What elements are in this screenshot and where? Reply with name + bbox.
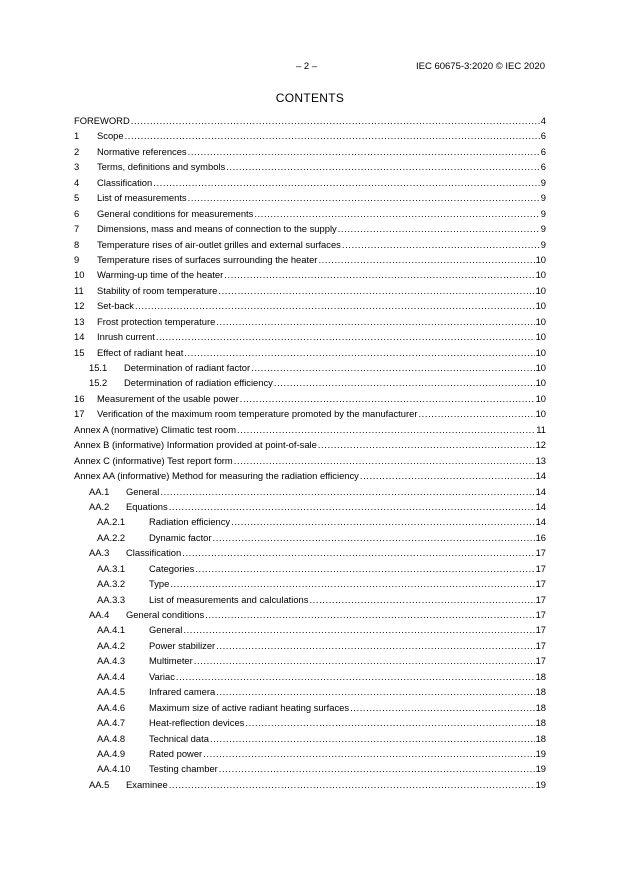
toc-entry-number: AA.4.10 [97, 763, 131, 775]
toc-entry-title: Scope [97, 130, 124, 142]
dot-leader [350, 700, 534, 715]
toc-entry-page: 19 [535, 763, 546, 775]
toc-entry-page: 9 [540, 192, 546, 204]
toc-entry-title: Inrush current [97, 331, 155, 343]
toc-entry[interactable] [74, 715, 546, 730]
toc-entry-number: AA.4.5 [97, 686, 126, 698]
toc-entry-page: 14 [535, 485, 546, 497]
dot-leader [218, 283, 534, 298]
toc-entry[interactable] [74, 761, 546, 776]
toc-entry-number: 17 [74, 408, 85, 420]
toc-entry-title: Verification of the maximum room temperature promoted by the manufacturer [97, 408, 418, 420]
toc-entry-number: AA.3.3 [97, 593, 126, 605]
toc-entry-number: AA.5 [89, 778, 110, 790]
dot-leader [237, 422, 535, 437]
toc-entry[interactable] [74, 484, 546, 499]
toc-entry-number: 12 [74, 300, 85, 312]
toc-entry-title: Technical data [149, 732, 209, 744]
dot-leader [156, 329, 535, 344]
toc-entry-number: AA.3 [89, 547, 110, 559]
toc-entry-title: Effect of radiant heat [97, 346, 184, 358]
dot-leader [338, 221, 540, 236]
toc-entry[interactable] [74, 422, 546, 437]
toc-entry[interactable] [74, 329, 546, 344]
toc-entry[interactable] [74, 144, 546, 159]
toc-entry[interactable] [74, 190, 546, 205]
dot-leader [360, 468, 535, 483]
toc-entry-title: List of measurements [97, 192, 187, 204]
toc-entry[interactable] [74, 391, 546, 406]
toc-entry-number: 10 [74, 269, 85, 281]
dot-leader [188, 190, 540, 205]
dot-leader [231, 514, 534, 529]
dot-leader [184, 345, 534, 360]
toc-entry[interactable] [74, 622, 546, 637]
dot-leader [131, 113, 540, 128]
toc-entry[interactable] [74, 237, 546, 252]
toc-entry-page: 10 [535, 253, 546, 265]
dot-leader [342, 237, 540, 252]
dot-leader [216, 684, 534, 699]
toc-entry-title: Stability of room temperature [97, 284, 218, 296]
toc-entry-page: 10 [535, 346, 546, 358]
dot-leader [226, 159, 540, 174]
toc-entry-title: Power stabilizer [149, 639, 216, 651]
toc-entry[interactable] [74, 684, 546, 699]
toc-entry-number: 3 [74, 161, 80, 173]
toc-entry-number: 9 [74, 253, 80, 265]
toc-entry-number: AA.2.1 [97, 516, 126, 528]
toc-entry-title: General [126, 485, 160, 497]
toc-entry-title: Variac [149, 670, 175, 682]
toc-entry-number: 11 [74, 284, 84, 296]
toc-entry-title: Frost protection temperature [97, 315, 216, 327]
toc-entry-page: 10 [535, 362, 546, 373]
toc-entry-title: Type [149, 578, 170, 590]
dot-leader [318, 437, 535, 452]
dot-leader [182, 545, 534, 560]
toc-entry[interactable] [74, 314, 546, 329]
toc-entry-page: 6 [540, 130, 546, 142]
table-of-contents [74, 113, 546, 792]
toc-entry[interactable] [74, 113, 546, 128]
dot-leader [213, 530, 535, 545]
toc-entry-page: 10 [535, 377, 546, 389]
toc-entry-page: 17 [535, 655, 546, 667]
page-header [0, 61, 620, 73]
toc-entry-page: 17 [535, 624, 546, 636]
toc-entry-title: Annex A (normative) Climatic test room [74, 423, 237, 435]
toc-entry-number: AA.2.2 [97, 531, 126, 543]
toc-entry-page: 17 [535, 578, 546, 590]
dot-leader [309, 592, 534, 607]
toc-entry-number: 14 [74, 331, 85, 343]
toc-entry-number: 7 [74, 223, 80, 235]
toc-entry-title: Heat-reflection devices [149, 717, 245, 729]
toc-entry[interactable] [74, 746, 546, 761]
toc-entry-title: Set-back [97, 300, 134, 312]
dot-leader [169, 499, 535, 514]
toc-entry[interactable] [74, 499, 546, 514]
toc-entry-title: Determination of radiation efficiency [124, 377, 273, 389]
dot-leader [216, 314, 534, 329]
toc-entry-number: 4 [74, 176, 80, 188]
toc-entry[interactable] [74, 221, 546, 236]
toc-entry-title: General [149, 624, 183, 636]
toc-entry-title: Dynamic factor [149, 531, 212, 543]
toc-entry-page: 6 [540, 145, 546, 157]
toc-entry[interactable] [74, 468, 546, 483]
toc-entry-page: 10 [535, 392, 546, 404]
toc-entry-title: Examinee [126, 778, 168, 790]
toc-entry-page: 13 [535, 454, 546, 466]
toc-entry[interactable] [74, 206, 546, 221]
dot-leader [234, 453, 535, 468]
toc-entry-number: 5 [74, 192, 80, 204]
toc-entry-title: Dimensions, mass and means of connection to the supply [97, 223, 337, 235]
toc-entry-page: 18 [535, 686, 546, 698]
dot-leader [251, 360, 534, 375]
toc-entry-title: Annex C (informative) Test report form [74, 454, 233, 466]
toc-entry-page: 10 [535, 300, 546, 312]
dot-leader [224, 267, 534, 282]
toc-entry-number: AA.4.2 [97, 639, 126, 651]
toc-entry-number: AA.3.1 [97, 562, 126, 574]
dot-leader [245, 715, 534, 730]
toc-entry-number: 13 [74, 315, 85, 327]
toc-entry-page: 19 [535, 747, 546, 759]
toc-entry-page: 14 [535, 500, 546, 512]
toc-entry-page: 18 [535, 732, 546, 744]
toc-entry-number: 2 [74, 145, 80, 157]
dot-leader [205, 607, 534, 622]
toc-entry-page: 9 [540, 176, 546, 188]
toc-entry-number: AA.1 [89, 485, 110, 497]
toc-entry-number: AA.4.9 [97, 747, 126, 759]
toc-entry-number: 6 [74, 207, 80, 219]
toc-entry[interactable] [74, 283, 546, 298]
toc-entry[interactable] [74, 514, 546, 529]
toc-entry[interactable] [74, 653, 546, 668]
toc-entry-title: FOREWORD [74, 115, 130, 126]
toc-entry[interactable] [74, 375, 546, 390]
toc-entry[interactable] [74, 638, 546, 653]
toc-entry-number: 8 [74, 238, 80, 250]
toc-entry-title: General conditions for measurements [97, 207, 254, 219]
toc-entry[interactable] [74, 561, 546, 576]
toc-entry-page: 17 [535, 609, 546, 620]
toc-entry-page: 12 [535, 439, 546, 451]
toc-entry-page: 4 [540, 115, 546, 126]
toc-entry-title: Categories [149, 562, 195, 574]
toc-entry-number: AA.3.2 [97, 578, 126, 590]
toc-entry-title: Classification [126, 547, 182, 559]
toc-entry-page: 18 [535, 670, 546, 682]
toc-entry-number: 1 [74, 130, 80, 142]
toc-entry-page: 19 [535, 778, 546, 790]
dot-leader [135, 298, 535, 313]
toc-entry-number: AA.4.1 [97, 624, 126, 636]
dot-leader [194, 653, 535, 668]
toc-entry[interactable] [74, 437, 546, 452]
dot-leader [169, 777, 535, 792]
toc-entry-number: AA.4.6 [97, 701, 126, 713]
toc-entry-page: 10 [535, 269, 546, 281]
toc-entry-title: Testing chamber [149, 763, 218, 775]
toc-entry[interactable] [74, 252, 546, 267]
toc-entry[interactable] [74, 592, 546, 607]
toc-entry-title: Annex AA (informative) Method for measuring the radiation efficiency [74, 470, 359, 482]
dot-leader [274, 375, 535, 390]
dot-leader [216, 638, 534, 653]
toc-entry-title: Multimeter [149, 655, 193, 667]
toc-entry-number: 15.2 [89, 377, 108, 389]
page-title: CONTENTS [275, 91, 345, 105]
dot-leader [170, 576, 534, 591]
toc-entry-title: Radiation efficiency [149, 516, 231, 528]
dot-leader [195, 561, 534, 576]
toc-entry[interactable] [74, 159, 546, 174]
toc-entry-number: 15.1 [89, 362, 108, 373]
dot-leader [176, 669, 535, 684]
toc-entry-page: 11 [536, 423, 546, 435]
toc-entry-title: Temperature rises of air-outlet grilles and external surfaces [97, 238, 341, 250]
toc-entry-page: 17 [535, 562, 546, 574]
toc-entry-title: Normative references [97, 145, 187, 157]
toc-entry[interactable] [74, 607, 546, 622]
dot-leader [183, 622, 534, 637]
toc-entry-title: Determination of radiant factor [124, 362, 251, 373]
toc-entry-number: AA.4 [89, 609, 110, 620]
toc-entry-title: Warming-up time of the heater [97, 269, 224, 281]
toc-entry-title: Infrared camera [149, 686, 216, 698]
toc-entry-number: AA.2 [89, 500, 110, 512]
toc-entry-page: 16 [535, 531, 546, 543]
toc-entry-title: Rated power [149, 747, 203, 759]
toc-entry-number: 15 [74, 346, 85, 358]
dot-leader [254, 206, 539, 221]
toc-entry-page: 10 [535, 408, 546, 420]
toc-entry-title: Maximum size of active radiant heating surfaces [149, 701, 350, 713]
toc-entry-title: Equations [126, 500, 168, 512]
toc-entry[interactable] [74, 345, 546, 360]
toc-entry[interactable] [74, 406, 546, 421]
toc-entry[interactable] [74, 298, 546, 313]
toc-entry-page: 9 [540, 223, 546, 235]
page-number: – 2 – [296, 61, 318, 72]
dot-leader [219, 761, 535, 776]
toc-entry[interactable] [74, 175, 546, 190]
toc-entry-page: 14 [535, 516, 546, 528]
toc-entry[interactable] [74, 128, 546, 143]
toc-entry[interactable] [74, 669, 546, 684]
toc-entry-page: 10 [535, 315, 546, 327]
toc-entry-page: 9 [540, 207, 546, 219]
dot-leader [210, 731, 535, 746]
toc-entry-page: 18 [535, 717, 546, 729]
toc-entry-page: 14 [535, 470, 546, 482]
toc-entry-title: Temperature rises of surfaces surrounding the heater [97, 253, 318, 265]
toc-entry-page: 17 [535, 593, 546, 605]
toc-entry[interactable] [74, 731, 546, 746]
toc-entry[interactable] [74, 453, 546, 468]
toc-entry-page: 18 [535, 701, 546, 713]
dot-leader [160, 484, 534, 499]
toc-entry-title: Measurement of the usable power [97, 392, 239, 404]
toc-entry[interactable] [74, 267, 546, 282]
dot-leader [418, 406, 534, 421]
toc-entry-number: AA.4.3 [97, 655, 126, 667]
toc-entry[interactable] [74, 360, 546, 375]
toc-entry-number: AA.4.7 [97, 717, 126, 729]
dot-leader [240, 391, 535, 406]
toc-entry-page: 10 [535, 284, 546, 296]
dot-leader [153, 175, 540, 190]
toc-entry-page: 10 [535, 331, 546, 343]
toc-entry-title: Classification [97, 176, 153, 188]
toc-entry-page: 9 [540, 238, 546, 250]
toc-entry-title: List of measurements and calculations [149, 593, 309, 605]
toc-entry-title: Terms, definitions and symbols [97, 161, 226, 173]
dot-leader [125, 128, 540, 143]
toc-entry-title: General conditions [126, 609, 205, 620]
toc-entry-title: Annex B (informative) Information provided at point-of-sale [74, 439, 317, 451]
toc-entry-page: 6 [540, 161, 546, 173]
document-reference: IEC 60675-3:2020 © IEC 2020 [415, 61, 545, 72]
toc-entry-page: 17 [535, 547, 546, 559]
dot-leader [188, 144, 540, 159]
toc-entry-number: AA.4.8 [97, 732, 126, 744]
toc-entry-number: 16 [74, 392, 85, 404]
toc-entry[interactable] [74, 700, 546, 715]
toc-entry[interactable] [74, 545, 546, 560]
toc-entry[interactable] [74, 576, 546, 591]
toc-entry[interactable] [74, 777, 546, 792]
dot-leader [318, 252, 534, 267]
dot-leader [203, 746, 534, 761]
toc-entry-number: AA.4.4 [97, 670, 126, 682]
toc-entry[interactable] [74, 530, 546, 545]
toc-entry-page: 17 [535, 639, 546, 651]
